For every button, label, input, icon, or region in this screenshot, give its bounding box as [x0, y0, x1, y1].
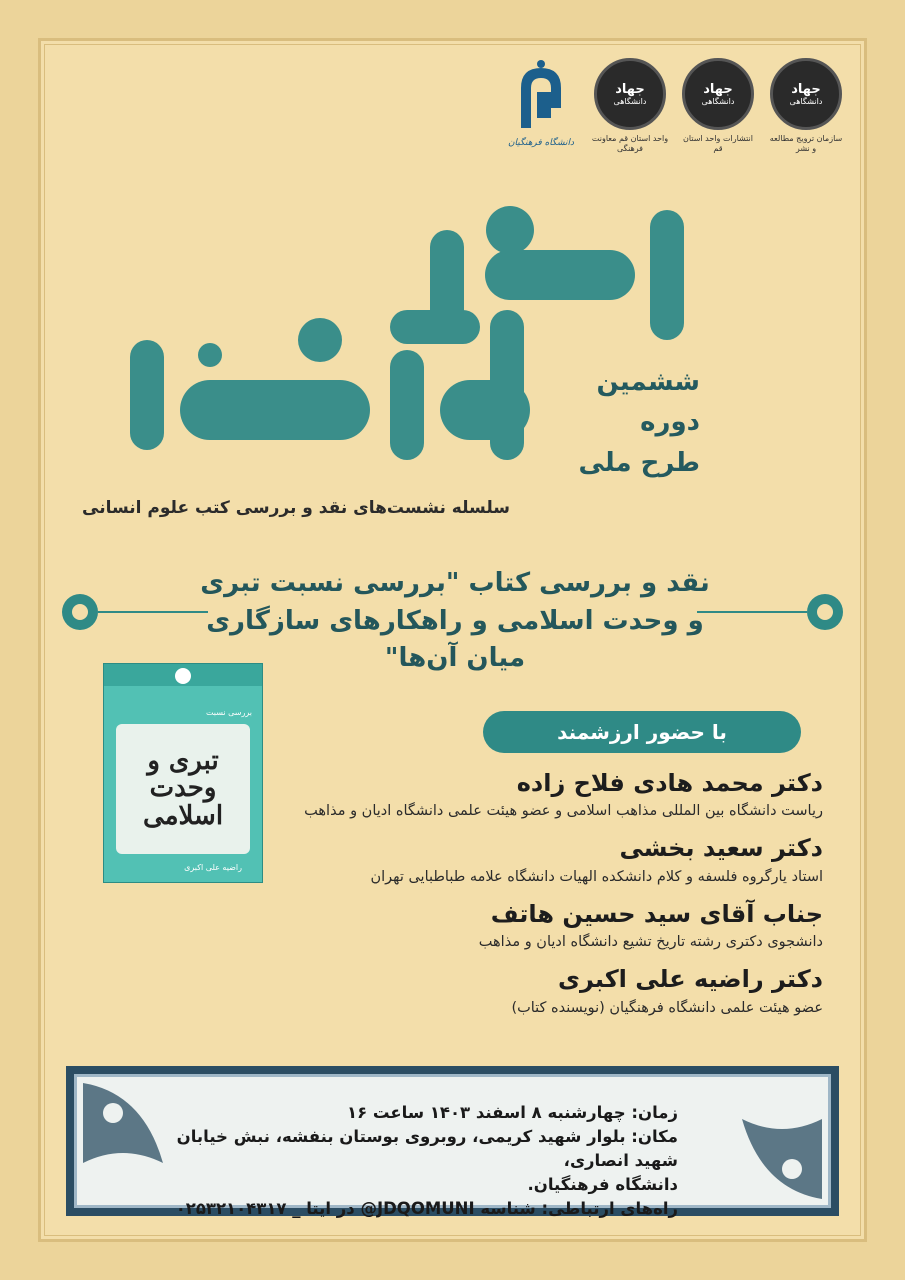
series-info [579, 362, 700, 483]
series-line-2: دوره [640, 407, 700, 438]
logos-row [501, 58, 845, 168]
series-line-3: طرح ملی [578, 447, 700, 478]
speaker-role: استاد یارگروه فلسفه و کلام دانشکده الهیات دانشگاه علامه طباطبایی تهران [370, 868, 823, 885]
book-title-line-3: میان آن‌ها" [384, 643, 526, 674]
speaker-name: جناب آقای سید حسین هاتف [490, 899, 823, 928]
logo-jahad-tarvij [767, 58, 845, 153]
logo-caption: واحد استان قم معاونت فرهنگی [591, 134, 669, 153]
speaker-name: دکتر سعید بخشی [619, 834, 823, 863]
logo-farhangian [501, 58, 581, 168]
book-title-line-2: و وحدت اسلامی و راهکارهای سازگاری [206, 605, 704, 636]
book-title-line-1: نقد و بررسی کتاب "بررسی نسبت تبری [200, 568, 710, 598]
logo-jahad-entesharat [679, 58, 757, 153]
speaker-name: دکتر راضیه علی اکبری [557, 965, 823, 994]
event-place-2: دانشگاه فرهنگیان. [527, 1174, 678, 1194]
jahad-seal-icon: جهاد دانشگاهی [594, 58, 666, 130]
farhangian-logo-icon [511, 58, 571, 138]
book-cover-title: تبری و وحدت اسلامی [116, 724, 250, 854]
book-title [150, 565, 760, 678]
presence-banner: با حضور ارزشمند [483, 711, 801, 753]
logo-caption: سازمان ترویج مطالعه و نشر [769, 134, 843, 153]
info-box-inner [74, 1074, 831, 1218]
publisher-badge-icon [175, 668, 191, 684]
event-time: زمان: چهارشنبه ۸ اسفند ۱۴۰۳ ساعت ۱۶ [347, 1103, 678, 1122]
logo-caption: انتشارات واحد استان قم [682, 134, 754, 153]
arabesque-corner-icon [732, 1109, 822, 1199]
speaker-role: عضو هیئت علمی دانشگاه فرهنگیان (نویسنده کتاب) [511, 999, 823, 1016]
speakers-list [263, 768, 823, 1030]
speaker-name: دکتر محمد هادی فلاح زاده [516, 769, 823, 797]
event-info-box [66, 1066, 839, 1216]
logo-jahad-qom [591, 58, 669, 153]
book-cover-image [103, 663, 263, 883]
logo-caption: دانشگاه فرهنگیان [507, 138, 575, 148]
jahad-seal-icon: جهاد دانشگاهی [682, 58, 754, 130]
subtitle: سلسله نشست‌های نقد و بررسی کتب علوم انسانی [82, 498, 510, 518]
speaker-role: ریاست دانشگاه بین المللی مذاهب اسلامی و عضو هیئت علمی دانشگاه ادیان و مذاهب [304, 803, 823, 820]
book-cover-small-text: بررسی نسبت [205, 708, 252, 717]
speaker-role: دانشجوی دکتری رشته تاریخ تشیع دانشگاه ادیان و مذاهب [478, 934, 823, 951]
book-cover-author: راضیه علی اکبری [184, 863, 242, 872]
jahad-seal-icon: جهاد دانشگاهی [770, 58, 842, 130]
event-place: مکان: بلوار شهید کریمی، روبروی بوستان بنفشه، نبش خیابان شهید انصاری، [176, 1126, 678, 1170]
series-line-1: ششمین [596, 367, 700, 397]
event-info [138, 1101, 678, 1221]
event-contact: راه‌های ارتباطی: شناسه JDQOMUNI@ در ایتا _ ۰۲۵۳۲۱۰۴۳۱۷ [175, 1198, 678, 1218]
